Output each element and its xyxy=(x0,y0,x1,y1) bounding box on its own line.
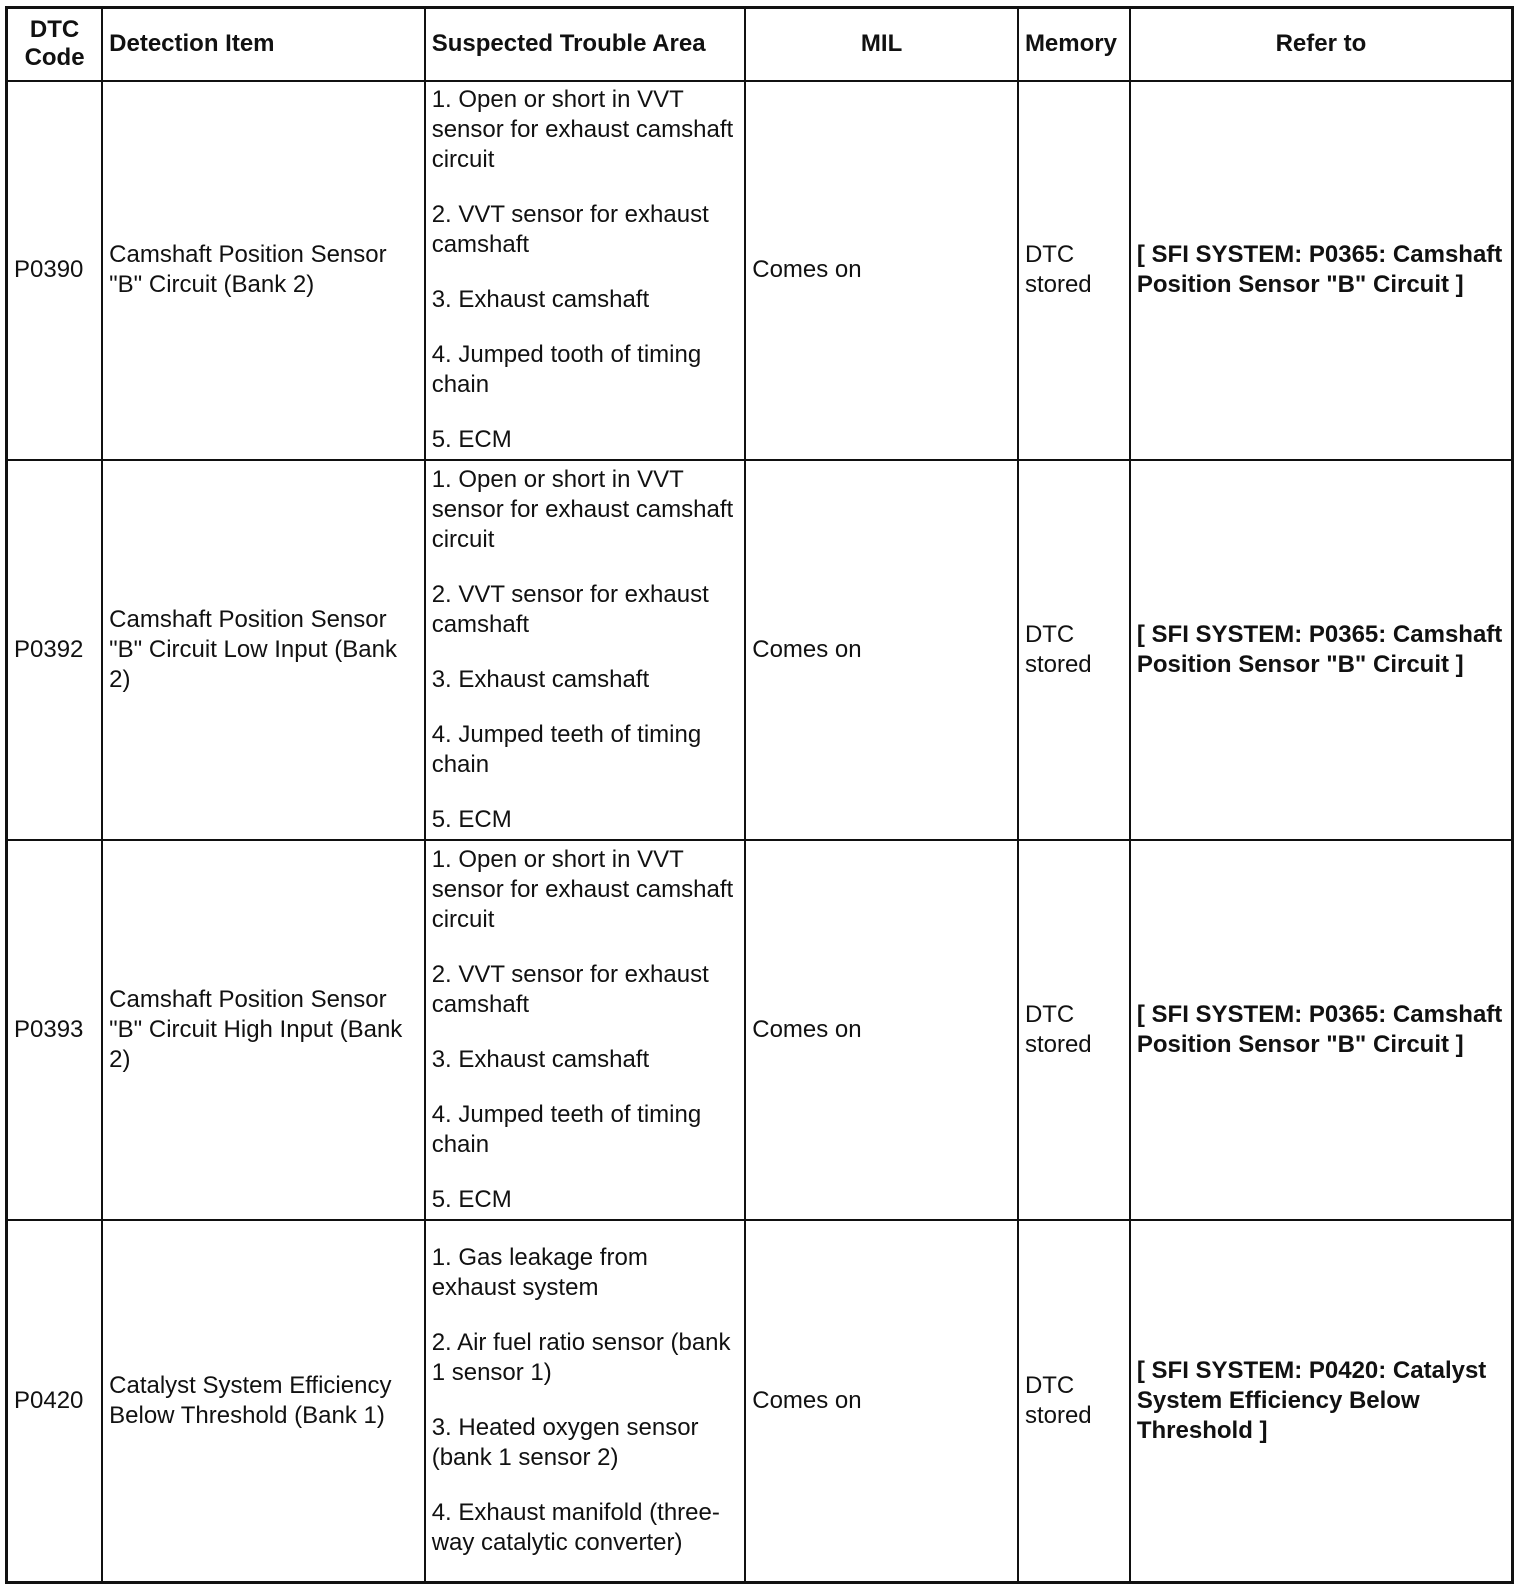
trouble-area-list xyxy=(425,81,746,461)
refer-to-link[interactable]: [ SFI SYSTEM: P0365: Camshaft Position Sensor "B" Circuit ] xyxy=(1130,81,1513,461)
trouble-area-item: 2. VVT sensor for exhaust camshaft xyxy=(431,581,709,639)
trouble-area-item: 1. Open or short in VVT sensor for exhaust camshaft circuit xyxy=(431,86,734,174)
trouble-area-item: 5. ECM xyxy=(431,1185,512,1213)
trouble-area-item: 1. Gas leakage from exhaust system xyxy=(431,1244,648,1302)
header-detection-item: Detection Item xyxy=(102,8,425,81)
mil-status: Comes on xyxy=(745,1220,1018,1583)
mil-status: Comes on xyxy=(745,460,1018,840)
table-row xyxy=(7,840,1513,1220)
trouble-area-item: 1. Open or short in VVT sensor for exhaust camshaft circuit xyxy=(431,845,734,933)
table-row xyxy=(7,81,1513,461)
trouble-area-list xyxy=(425,460,746,840)
detection-item: Camshaft Position Sensor "B" Circuit Low Input (Bank 2) xyxy=(102,460,425,840)
trouble-area-item: 1. Open or short in VVT sensor for exhaust camshaft circuit xyxy=(431,466,734,554)
memory-status: DTC stored xyxy=(1018,1220,1130,1583)
trouble-area-item: 4. Jumped teeth of timing chain xyxy=(431,721,702,779)
trouble-area-item: 3. Exhaust camshaft xyxy=(431,1045,650,1073)
trouble-area-item: 3. Exhaust camshaft xyxy=(431,666,650,694)
trouble-area-item: 3. Exhaust camshaft xyxy=(431,286,650,314)
refer-to-link[interactable]: [ SFI SYSTEM: P0365: Camshaft Position Sensor "B" Circuit ] xyxy=(1130,840,1513,1220)
header-row xyxy=(7,8,1513,81)
mil-status: Comes on xyxy=(745,840,1018,1220)
refer-to-link[interactable]: [ SFI SYSTEM: P0420: Catalyst System Efficiency Below Threshold ] xyxy=(1130,1220,1513,1583)
mil-status: Comes on xyxy=(745,81,1018,461)
trouble-area-item: 4. Jumped teeth of timing chain xyxy=(431,1100,702,1158)
table-row xyxy=(7,1220,1513,1583)
trouble-area-item: 2. Air fuel ratio sensor (bank 1 sensor 1) xyxy=(431,1329,731,1387)
dtc-code: P0392 xyxy=(7,460,103,840)
header-mil: MIL xyxy=(745,8,1018,81)
dtc-code: P0393 xyxy=(7,840,103,1220)
detection-item: Camshaft Position Sensor "B" Circuit (Bank 2) xyxy=(102,81,425,461)
trouble-area-item: 4. Exhaust manifold (three-way catalytic converter) xyxy=(431,1499,720,1557)
detection-item: Catalyst System Efficiency Below Threshold (Bank 1) xyxy=(102,1220,425,1583)
dtc-code: P0390 xyxy=(7,81,103,461)
trouble-area-item: 2. VVT sensor for exhaust camshaft xyxy=(431,201,709,259)
trouble-area-list xyxy=(425,1220,746,1583)
header-refer-to: Refer to xyxy=(1130,8,1513,81)
memory-status: DTC stored xyxy=(1018,460,1130,840)
trouble-area-item: 5. ECM xyxy=(431,806,512,834)
detection-item: Camshaft Position Sensor "B" Circuit High Input (Bank 2) xyxy=(102,840,425,1220)
table-row xyxy=(7,460,1513,840)
header-suspected-trouble-area: Suspected Trouble Area xyxy=(425,8,746,81)
dtc-table xyxy=(5,6,1514,1584)
trouble-area-item: 2. VVT sensor for exhaust camshaft xyxy=(431,960,709,1018)
trouble-area-item: 4. Jumped tooth of timing chain xyxy=(431,341,702,399)
trouble-area-item: 5. ECM xyxy=(431,426,512,454)
trouble-area-item: 3. Heated oxygen sensor (bank 1 sensor 2) xyxy=(431,1414,699,1472)
header-dtc-code: DTC Code xyxy=(7,8,103,81)
memory-status: DTC stored xyxy=(1018,840,1130,1220)
refer-to-link[interactable]: [ SFI SYSTEM: P0365: Camshaft Position Sensor "B" Circuit ] xyxy=(1130,460,1513,840)
memory-status: DTC stored xyxy=(1018,81,1130,461)
header-memory: Memory xyxy=(1018,8,1130,81)
trouble-area-list xyxy=(425,840,746,1220)
dtc-code: P0420 xyxy=(7,1220,103,1583)
